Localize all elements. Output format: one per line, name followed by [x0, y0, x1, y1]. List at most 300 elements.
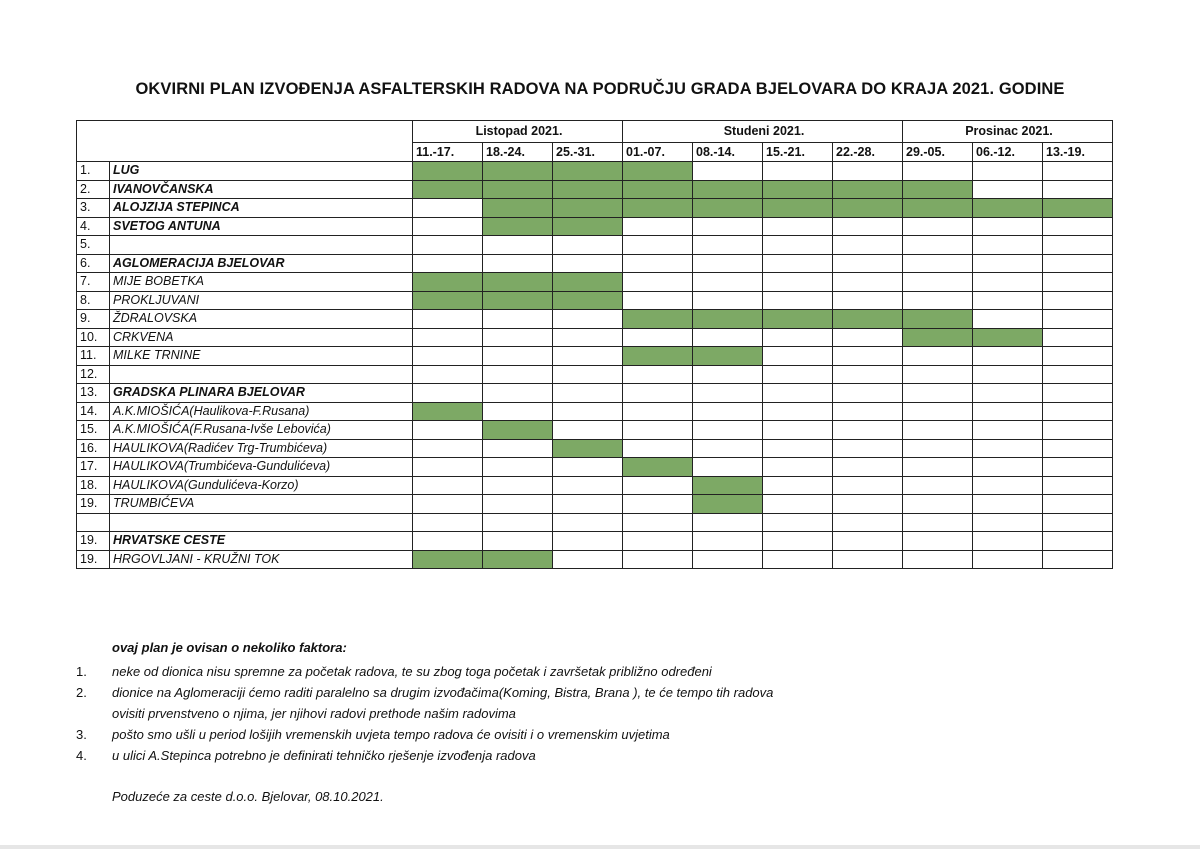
week-cell: [623, 402, 693, 421]
week-cell: [833, 217, 903, 236]
road-section-name: A.K.MIOŠIĆA(Haulikova-F.Rusana): [110, 402, 413, 421]
week-cell: [693, 162, 763, 181]
week-cell: [763, 217, 833, 236]
note-text: ovisiti prvenstveno o njima, jer njihovi radovi prethode našim radovima: [112, 706, 516, 721]
table-row: [77, 162, 1113, 181]
week-cell: [973, 384, 1043, 403]
week-cell: [623, 513, 693, 532]
week-header: 11.-17.: [413, 143, 483, 162]
week-cell: [903, 347, 973, 366]
week-cell: [623, 384, 693, 403]
week-cell: [623, 365, 693, 384]
week-cell: [553, 328, 623, 347]
week-cell: [763, 550, 833, 569]
week-cell: [1043, 180, 1113, 199]
week-cell: [1043, 236, 1113, 255]
scheduled-week-cell: [413, 402, 483, 421]
week-cell: [1043, 162, 1113, 181]
week-cell: [1043, 513, 1113, 532]
week-cell: [973, 439, 1043, 458]
row-number: 12.: [77, 365, 110, 384]
row-number: 17.: [77, 458, 110, 477]
week-cell: [973, 476, 1043, 495]
week-cell: [483, 495, 553, 514]
week-cell: [413, 347, 483, 366]
week-cell: [903, 236, 973, 255]
table-row: [77, 347, 1113, 366]
week-cell: [483, 458, 553, 477]
week-cell: [483, 439, 553, 458]
road-section-name: TRUMBIĆEVA: [110, 495, 413, 514]
week-header: 18.-24.: [483, 143, 553, 162]
row-number: 18.: [77, 476, 110, 495]
week-cell: [693, 513, 763, 532]
week-cell: [623, 421, 693, 440]
scheduled-week-cell: [693, 199, 763, 218]
scheduled-week-cell: [483, 291, 553, 310]
week-cell: [973, 236, 1043, 255]
road-section-name: ŽDRALOVSKA: [110, 310, 413, 329]
week-cell: [1043, 328, 1113, 347]
table-row: [77, 254, 1113, 273]
row-number: 9.: [77, 310, 110, 329]
week-cell: [1043, 439, 1113, 458]
week-cell: [483, 384, 553, 403]
note-number: 3.: [76, 727, 87, 742]
week-cell: [763, 365, 833, 384]
road-section-name: HAULIKOVA(Radićev Trg-Trumbićeva): [110, 439, 413, 458]
scheduled-week-cell: [973, 328, 1043, 347]
week-cell: [693, 273, 763, 292]
month-header-row: [77, 121, 1113, 143]
scheduled-week-cell: [623, 347, 693, 366]
week-cell: [903, 495, 973, 514]
week-cell: [903, 254, 973, 273]
week-cell: [413, 495, 483, 514]
week-cell: [763, 291, 833, 310]
row-number: 11.: [77, 347, 110, 366]
week-cell: [413, 328, 483, 347]
week-cell: [693, 402, 763, 421]
week-cell: [973, 162, 1043, 181]
week-cell: [833, 347, 903, 366]
week-cell: [763, 513, 833, 532]
week-cell: [553, 236, 623, 255]
week-cell: [833, 384, 903, 403]
week-cell: [903, 550, 973, 569]
week-cell: [413, 532, 483, 551]
row-number: 19.: [77, 532, 110, 551]
note-text: pošto smo ušli u period lošijih vremenskih uvjeta tempo radova će ovisiti i o vremenskim uvjetima: [112, 727, 670, 742]
road-section-name: HAULIKOVA(Gundulićeva-Korzo): [110, 476, 413, 495]
row-number: 13.: [77, 384, 110, 403]
road-section-name: [110, 365, 413, 384]
week-cell: [413, 365, 483, 384]
table-row: [77, 217, 1113, 236]
row-number: 5.: [77, 236, 110, 255]
week-cell: [763, 254, 833, 273]
week-cell: [903, 217, 973, 236]
week-cell: [763, 402, 833, 421]
week-cell: [1043, 347, 1113, 366]
table-row: [77, 476, 1113, 495]
week-header: 08.-14.: [693, 143, 763, 162]
table-row: [77, 384, 1113, 403]
table-row: [77, 180, 1113, 199]
week-cell: [763, 384, 833, 403]
week-cell: [553, 550, 623, 569]
week-cell: [693, 532, 763, 551]
week-cell: [1043, 495, 1113, 514]
week-cell: [763, 532, 833, 551]
week-cell: [763, 236, 833, 255]
week-cell: [553, 421, 623, 440]
scheduled-week-cell: [623, 199, 693, 218]
week-cell: [833, 236, 903, 255]
week-cell: [833, 458, 903, 477]
week-cell: [553, 513, 623, 532]
road-section-name: HRGOVLJANI - KRUŽNI TOK: [110, 550, 413, 569]
week-cell: [413, 217, 483, 236]
week-cell: [973, 254, 1043, 273]
week-cell: [903, 458, 973, 477]
week-cell: [623, 439, 693, 458]
week-cell: [903, 439, 973, 458]
week-cell: [1043, 421, 1113, 440]
week-cell: [903, 421, 973, 440]
scheduled-week-cell: [553, 180, 623, 199]
week-cell: [1043, 458, 1113, 477]
week-cell: [693, 236, 763, 255]
week-cell: [623, 550, 693, 569]
week-cell: [833, 476, 903, 495]
row-number: 4.: [77, 217, 110, 236]
scheduled-week-cell: [623, 310, 693, 329]
week-header: 13.-19.: [1043, 143, 1113, 162]
week-cell: [483, 254, 553, 273]
month-header: Prosinac 2021.: [903, 121, 1113, 143]
week-cell: [973, 291, 1043, 310]
week-cell: [903, 162, 973, 181]
week-header: 06.-12.: [973, 143, 1043, 162]
week-cell: [973, 310, 1043, 329]
scheduled-week-cell: [413, 162, 483, 181]
row-number: 6.: [77, 254, 110, 273]
scheduled-week-cell: [903, 328, 973, 347]
scheduled-week-cell: [623, 162, 693, 181]
week-cell: [1043, 532, 1113, 551]
scheduled-week-cell: [903, 199, 973, 218]
scheduled-week-cell: [413, 291, 483, 310]
table-row: [77, 550, 1113, 569]
road-section-name: PROKLJUVANI: [110, 291, 413, 310]
scheduled-week-cell: [763, 180, 833, 199]
month-header: Listopad 2021.: [413, 121, 623, 143]
week-cell: [483, 402, 553, 421]
row-number: 2.: [77, 180, 110, 199]
week-cell: [973, 495, 1043, 514]
week-cell: [833, 402, 903, 421]
table-row: [77, 495, 1113, 514]
row-number: 10.: [77, 328, 110, 347]
week-cell: [903, 365, 973, 384]
scheduled-week-cell: [903, 180, 973, 199]
scheduled-week-cell: [413, 180, 483, 199]
week-cell: [1043, 365, 1113, 384]
scheduled-week-cell: [623, 458, 693, 477]
row-number: 7.: [77, 273, 110, 292]
scheduled-week-cell: [413, 550, 483, 569]
week-cell: [623, 273, 693, 292]
scheduled-week-cell: [483, 199, 553, 218]
road-section-name: MIJE BOBETKA: [110, 273, 413, 292]
week-cell: [623, 328, 693, 347]
road-section-name: CRKVENA: [110, 328, 413, 347]
week-cell: [903, 532, 973, 551]
week-cell: [1043, 384, 1113, 403]
scheduled-week-cell: [903, 310, 973, 329]
header-blank-cell: [77, 121, 413, 162]
table-row: [77, 458, 1113, 477]
scheduled-week-cell: [553, 199, 623, 218]
note-number: 1.: [76, 664, 87, 679]
week-cell: [623, 217, 693, 236]
scheduled-week-cell: [553, 217, 623, 236]
week-cell: [1043, 550, 1113, 569]
week-cell: [973, 402, 1043, 421]
week-cell: [903, 273, 973, 292]
row-number: 19.: [77, 495, 110, 514]
week-cell: [623, 495, 693, 514]
week-cell: [1043, 291, 1113, 310]
table-row: [77, 328, 1113, 347]
scheduled-week-cell: [693, 476, 763, 495]
scheduled-week-cell: [973, 199, 1043, 218]
row-number: 8.: [77, 291, 110, 310]
week-cell: [553, 402, 623, 421]
table-row: [77, 199, 1113, 218]
table-row: [77, 236, 1113, 255]
week-cell: [833, 328, 903, 347]
scheduled-week-cell: [763, 199, 833, 218]
week-cell: [903, 513, 973, 532]
week-cell: [973, 365, 1043, 384]
table-row: [77, 402, 1113, 421]
row-number: 1.: [77, 162, 110, 181]
road-section-name: IVANOVČANSKA: [110, 180, 413, 199]
week-cell: [763, 162, 833, 181]
road-section-name: HRVATSKE CESTE: [110, 532, 413, 551]
week-cell: [903, 291, 973, 310]
note-text: u ulici A.Stepinca potrebno je definirati tehničko rješenje izvođenja radova: [112, 748, 536, 763]
week-cell: [413, 236, 483, 255]
table-row: [77, 291, 1113, 310]
week-cell: [973, 180, 1043, 199]
scheduled-week-cell: [833, 180, 903, 199]
notes-heading: ovaj plan je ovisan o nekoliko faktora:: [112, 640, 347, 655]
note-text: neke od dionica nisu spremne za početak radova, te su zbog toga početak i završetak približno određeni: [112, 664, 712, 679]
week-cell: [763, 495, 833, 514]
week-cell: [1043, 310, 1113, 329]
week-cell: [553, 476, 623, 495]
note-text: dionice na Aglomeraciji ćemo raditi paralelno sa drugim izvođačima(Koming, Bistra, Brana ), te će tempo tih radova: [112, 685, 774, 700]
note-number: 4.: [76, 748, 87, 763]
scheduled-week-cell: [623, 180, 693, 199]
week-cell: [483, 347, 553, 366]
week-cell: [553, 310, 623, 329]
week-header: 22.-28.: [833, 143, 903, 162]
scheduled-week-cell: [413, 273, 483, 292]
week-cell: [833, 273, 903, 292]
week-cell: [973, 550, 1043, 569]
row-number: [77, 513, 110, 532]
week-cell: [693, 291, 763, 310]
scheduled-week-cell: [483, 421, 553, 440]
week-cell: [763, 476, 833, 495]
week-cell: [833, 495, 903, 514]
week-cell: [763, 273, 833, 292]
week-cell: [413, 421, 483, 440]
scheduled-week-cell: [833, 199, 903, 218]
scheduled-week-cell: [483, 217, 553, 236]
week-cell: [833, 439, 903, 458]
table-row: [77, 421, 1113, 440]
week-cell: [483, 236, 553, 255]
week-cell: [483, 365, 553, 384]
scheduled-week-cell: [483, 180, 553, 199]
week-cell: [413, 458, 483, 477]
note-number: 2.: [76, 685, 87, 700]
week-cell: [413, 310, 483, 329]
week-cell: [693, 384, 763, 403]
week-cell: [833, 162, 903, 181]
week-cell: [413, 439, 483, 458]
week-cell: [413, 254, 483, 273]
table-row: [77, 532, 1113, 551]
week-cell: [903, 402, 973, 421]
week-cell: [623, 476, 693, 495]
schedule-table: [76, 120, 1113, 569]
week-cell: [693, 365, 763, 384]
road-section-name: ALOJZIJA STEPINCA: [110, 199, 413, 218]
week-cell: [1043, 476, 1113, 495]
week-cell: [413, 199, 483, 218]
row-number: 16.: [77, 439, 110, 458]
week-cell: [693, 421, 763, 440]
table-row: [77, 273, 1113, 292]
week-cell: [483, 310, 553, 329]
week-cell: [483, 476, 553, 495]
week-cell: [413, 384, 483, 403]
week-cell: [833, 365, 903, 384]
week-cell: [483, 328, 553, 347]
scheduled-week-cell: [483, 162, 553, 181]
week-cell: [1043, 273, 1113, 292]
week-cell: [693, 217, 763, 236]
week-cell: [1043, 254, 1113, 273]
week-cell: [833, 550, 903, 569]
table-row: [77, 310, 1113, 329]
scheduled-week-cell: [553, 162, 623, 181]
scheduled-week-cell: [483, 273, 553, 292]
week-cell: [553, 495, 623, 514]
week-cell: [693, 439, 763, 458]
week-cell: [833, 532, 903, 551]
week-cell: [413, 476, 483, 495]
road-section-name: LUG: [110, 162, 413, 181]
week-cell: [623, 532, 693, 551]
week-cell: [833, 254, 903, 273]
road-section-name: [110, 236, 413, 255]
road-section-name: AGLOMERACIJA BJELOVAR: [110, 254, 413, 273]
week-cell: [1043, 217, 1113, 236]
week-cell: [693, 458, 763, 477]
week-cell: [623, 291, 693, 310]
week-cell: [833, 421, 903, 440]
scheduled-week-cell: [693, 180, 763, 199]
table-row: [77, 439, 1113, 458]
week-cell: [973, 458, 1043, 477]
week-cell: [973, 273, 1043, 292]
week-cell: [693, 550, 763, 569]
scheduled-week-cell: [553, 439, 623, 458]
week-cell: [973, 532, 1043, 551]
road-section-name: MILKE TRNINE: [110, 347, 413, 366]
month-header: Studeni 2021.: [623, 121, 903, 143]
row-number: 15.: [77, 421, 110, 440]
week-cell: [693, 328, 763, 347]
week-cell: [553, 532, 623, 551]
scheduled-week-cell: [833, 310, 903, 329]
week-cell: [903, 476, 973, 495]
row-number: 14.: [77, 402, 110, 421]
week-cell: [763, 439, 833, 458]
week-cell: [973, 217, 1043, 236]
week-cell: [973, 347, 1043, 366]
road-section-name: GRADSKA PLINARA BJELOVAR: [110, 384, 413, 403]
week-cell: [553, 458, 623, 477]
road-section-name: A.K.MIOŠIĆA(F.Rusana-Ivše Lebovića): [110, 421, 413, 440]
week-header: 25.-31.: [553, 143, 623, 162]
week-cell: [623, 254, 693, 273]
week-cell: [763, 421, 833, 440]
week-cell: [553, 254, 623, 273]
road-section-name: SVETOG ANTUNA: [110, 217, 413, 236]
scheduled-week-cell: [763, 310, 833, 329]
scheduled-week-cell: [693, 347, 763, 366]
scheduled-week-cell: [553, 291, 623, 310]
week-header: 15.-21.: [763, 143, 833, 162]
table-row: [77, 365, 1113, 384]
row-number: 3.: [77, 199, 110, 218]
week-cell: [833, 291, 903, 310]
week-cell: [483, 513, 553, 532]
week-cell: [553, 365, 623, 384]
footer-signature-line: Poduzeće za ceste d.o.o. Bjelovar, 08.10.2021.: [112, 789, 384, 804]
table-row: [77, 513, 1113, 532]
week-header: 01.-07.: [623, 143, 693, 162]
week-cell: [833, 513, 903, 532]
week-cell: [763, 328, 833, 347]
week-cell: [903, 384, 973, 403]
road-section-name: HAULIKOVA(Trumbićeva-Gundulićeva): [110, 458, 413, 477]
week-cell: [553, 347, 623, 366]
week-cell: [553, 384, 623, 403]
week-cell: [973, 421, 1043, 440]
week-cell: [763, 347, 833, 366]
scheduled-week-cell: [483, 550, 553, 569]
week-cell: [483, 532, 553, 551]
